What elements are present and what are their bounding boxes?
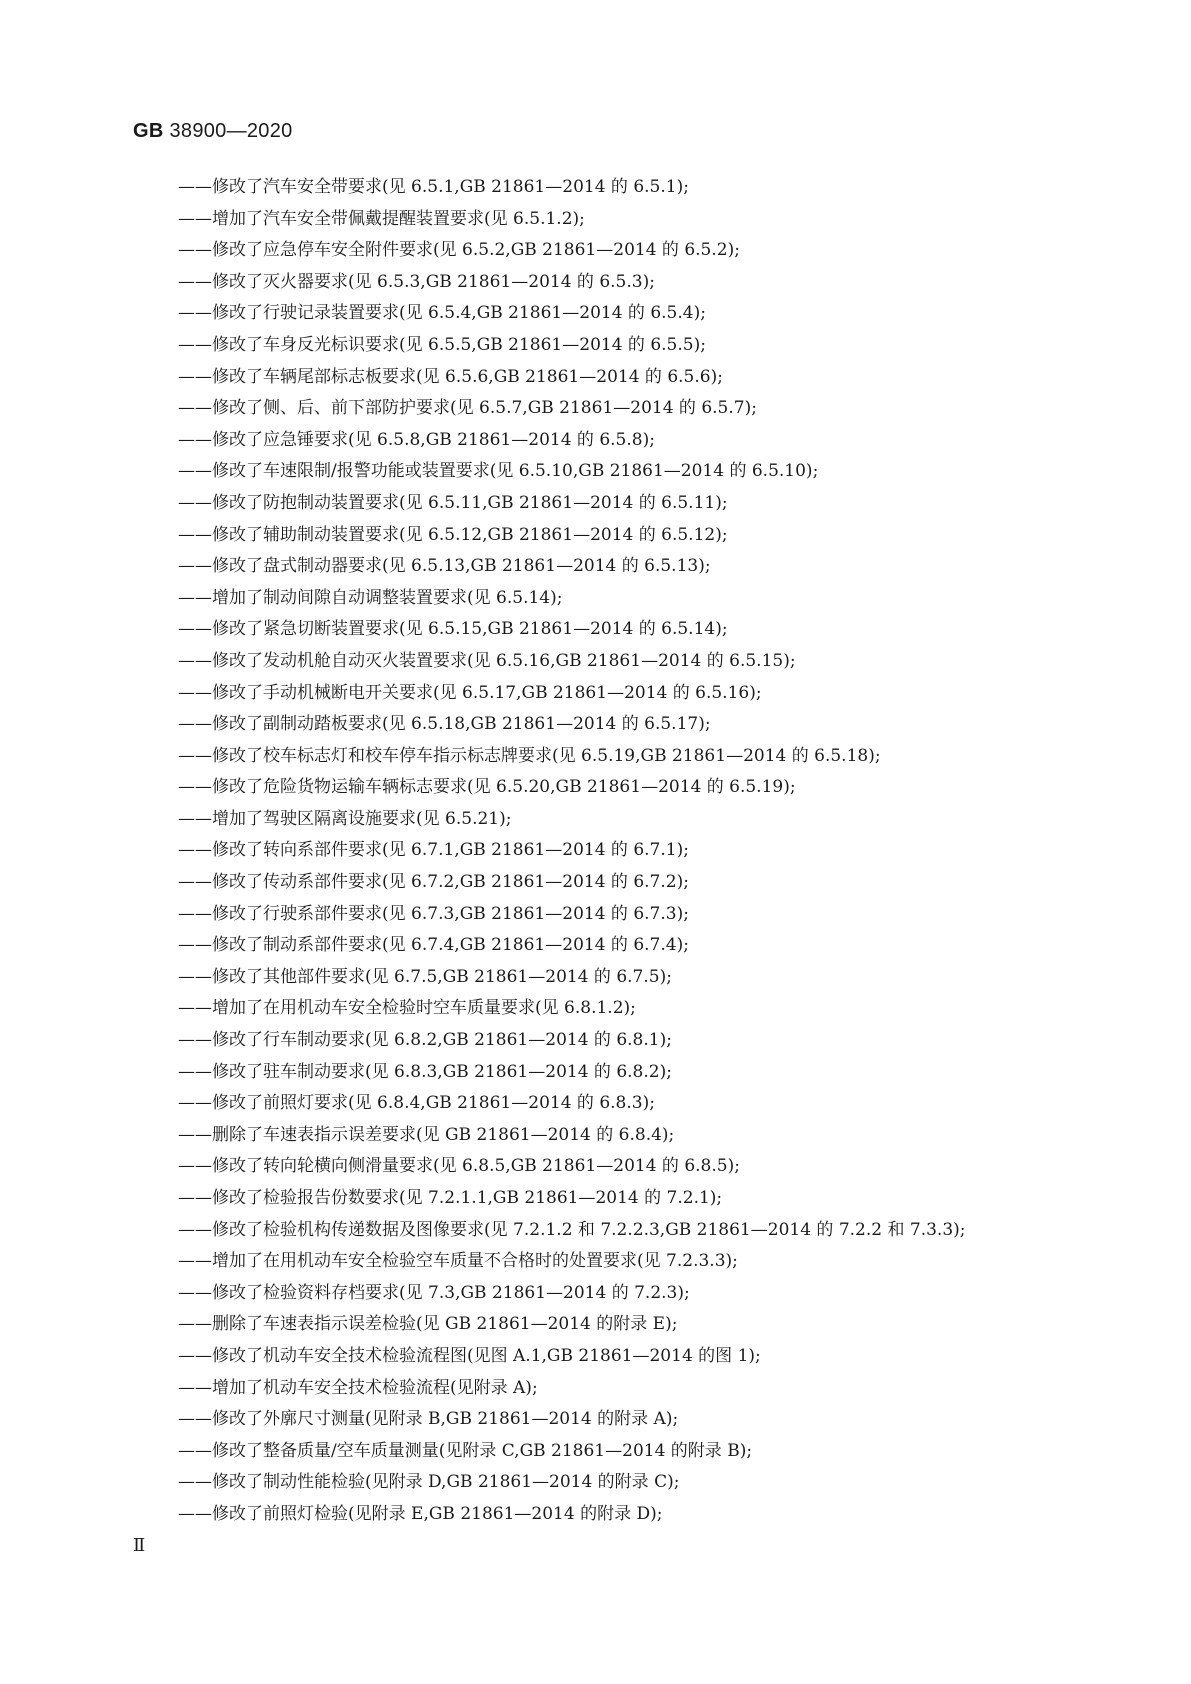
list-item: ——修改了车辆尾部标志板要求(见 6.5.6,GB 21861—2014 的 6.5.6); [178, 366, 723, 387]
list-item: ——增加了驾驶区隔离设施要求(见 6.5.21); [178, 808, 512, 829]
list-item: ——修改了前照灯检验(见附录 E,GB 21861—2014 的附录 D); [178, 1503, 663, 1524]
standard-prefix: GB [133, 120, 164, 142]
document-header [133, 120, 293, 143]
list-item: ——增加了汽车安全带佩戴提醒装置要求(见 6.5.1.2); [178, 208, 585, 229]
list-item: ——修改了侧、后、前下部防护要求(见 6.5.7,GB 21861—2014 的 6.5.7); [178, 398, 757, 419]
list-item: ——修改了前照灯要求(见 6.8.4,GB 21861—2014 的 6.8.3); [178, 1093, 655, 1114]
list-item: ——修改了驻车制动要求(见 6.8.3,GB 21861—2014 的 6.8.2); [178, 1061, 672, 1082]
list-item: ——删除了车速表指示误差要求(见 GB 21861—2014 的 6.8.4); [178, 1124, 675, 1145]
list-item: ——修改了制动系部件要求(见 6.7.4,GB 21861—2014 的 6.7.4); [178, 935, 689, 956]
list-item: ——修改了汽车安全带要求(见 6.5.1,GB 21861—2014 的 6.5.1); [178, 177, 689, 197]
list-item: ——增加了在用机动车安全检验空车质量不合格时的处置要求(见 7.2.3.3); [178, 1251, 738, 1272]
list-item: ——修改了机动车安全技术检验流程图(见图 A.1,GB 21861—2014 的图 1); [178, 1345, 761, 1366]
list-item: ——删除了车速表指示误差检验(见 GB 21861—2014 的附录 E); [178, 1314, 678, 1335]
page-number: Ⅱ [133, 1535, 146, 1555]
list-item: ——修改了校车标志灯和校车停车指示标志牌要求(见 6.5.19,GB 21861—2014 的 6.5.18); [178, 745, 881, 766]
list-item: ——修改了应急停车安全附件要求(见 6.5.2,GB 21861—2014 的 6.5.2); [178, 240, 740, 261]
list-item: ——修改了检验机构传递数据及图像要求(见 7.2.1.2 和 7.2.2.3,GB 21861—2014 的 7.2.2 和 7.3.3); [178, 1219, 966, 1240]
list-item: ——修改了检验报告份数要求(见 7.2.1.1,GB 21861—2014 的 7.2.1); [178, 1188, 723, 1208]
list-item: ——修改了防抱制动装置要求(见 6.5.11,GB 21861—2014 的 6.5.11); [178, 492, 728, 513]
list-item: ——修改了转向系部件要求(见 6.7.1,GB 21861—2014 的 6.7.1); [178, 840, 689, 861]
list-item: ——修改了盘式制动器要求(见 6.5.13,GB 21861—2014 的 6.5.13); [178, 556, 711, 577]
standard-number: 38900—2020 [169, 120, 293, 142]
list-item: ——修改了灭火器要求(见 6.5.3,GB 21861—2014 的 6.5.3); [178, 271, 655, 292]
list-item: ——修改了外廓尺寸测量(见附录 B,GB 21861—2014 的附录 A); [178, 1409, 679, 1430]
list-item: ——修改了紧急切断装置要求(见 6.5.15,GB 21861—2014 的 6.5.14); [178, 619, 728, 640]
list-item: ——修改了行驶记录装置要求(见 6.5.4,GB 21861—2014 的 6.5.4); [178, 303, 706, 324]
list-item: ——修改了车身反光标识要求(见 6.5.5,GB 21861—2014 的 6.5.5); [178, 334, 706, 355]
list-item: ——修改了副制动踏板要求(见 6.5.18,GB 21861—2014 的 6.5.17); [178, 714, 711, 735]
list-item: ——修改了其他部件要求(见 6.7.5,GB 21861—2014 的 6.7.5); [178, 966, 672, 987]
list-item: ——修改了制动性能检验(见附录 D,GB 21861—2014 的附录 C); [178, 1472, 680, 1493]
list-item: ——修改了应急锤要求(见 6.5.8,GB 21861—2014 的 6.5.8); [178, 429, 655, 450]
list-item: ——增加了制动间隙自动调整装置要求(见 6.5.14); [178, 587, 563, 608]
list-item: ——增加了机动车安全技术检验流程(见附录 A); [178, 1377, 538, 1398]
list-item: ——增加了在用机动车安全检验时空车质量要求(见 6.8.1.2); [178, 998, 636, 1019]
list-item: ——修改了行驶系部件要求(见 6.7.3,GB 21861—2014 的 6.7.3); [178, 903, 689, 924]
list-item: ——修改了检验资料存档要求(见 7.3,GB 21861—2014 的 7.2.3); [178, 1282, 690, 1303]
list-item: ——修改了发动机舱自动灭火装置要求(见 6.5.16,GB 21861—2014 的 6.5.15); [178, 650, 796, 671]
list-item: ——修改了辅助制动装置要求(见 6.5.12,GB 21861—2014 的 6.5.12); [178, 524, 728, 545]
list-item: ——修改了手动机械断电开关要求(见 6.5.17,GB 21861—2014 的 6.5.16); [178, 682, 762, 703]
list-item: ——修改了车速限制/报警功能或装置要求(见 6.5.10,GB 21861—2014 的 6.5.10); [178, 461, 819, 482]
list-item: ——修改了危险货物运输车辆标志要求(见 6.5.20,GB 21861—2014 的 6.5.19); [178, 777, 796, 798]
list-item: ——修改了传动系部件要求(见 6.7.2,GB 21861—2014 的 6.7.2); [178, 872, 689, 893]
change-list [178, 172, 1168, 1531]
list-item: ——修改了转向轮横向侧滑量要求(见 6.8.5,GB 21861—2014 的 6.8.5); [178, 1156, 740, 1177]
list-item: ——修改了行车制动要求(见 6.8.2,GB 21861—2014 的 6.8.1); [178, 1030, 672, 1051]
list-item: ——修改了整备质量/空车质量测量(见附录 C,GB 21861—2014 的附录 B); [178, 1440, 753, 1461]
